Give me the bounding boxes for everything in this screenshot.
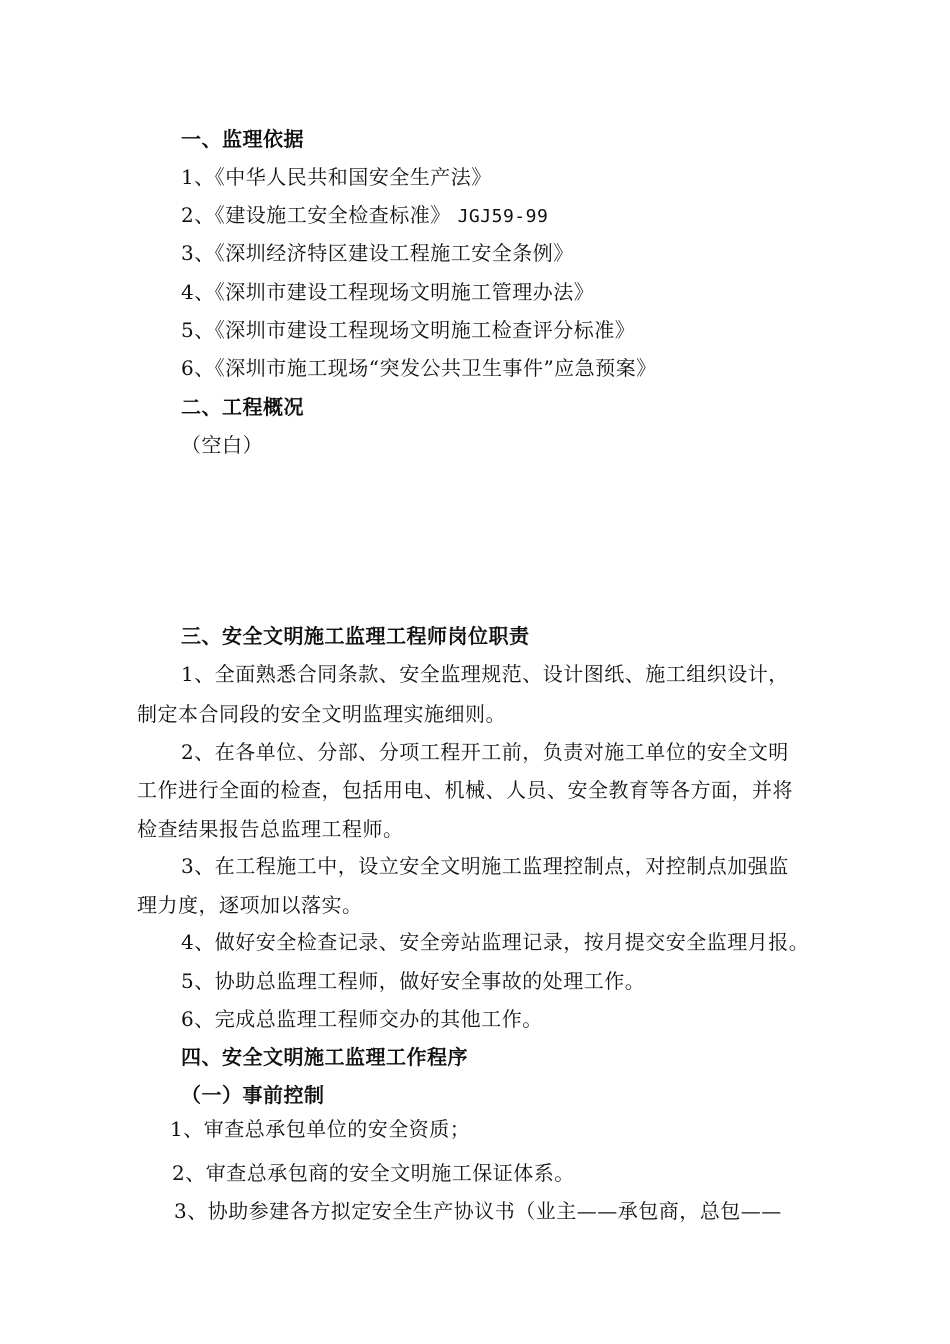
duty-line-1: 1、全面熟悉合同条款、安全监理规范、设计图纸、施工组织设计， bbox=[181, 662, 789, 686]
section2-heading: 二、工程概况 bbox=[181, 395, 304, 419]
basis-item-6: 6、《深圳市施工现场“突发公共卫生事件”应急预案》 bbox=[181, 356, 657, 380]
duty-line-4: 工作进行全面的检查，包括用电、机械、人员、安全教育等各方面，并将 bbox=[137, 778, 793, 802]
basis-item-2-code: JGJ59-99 bbox=[457, 206, 549, 227]
duty-line-10: 6、完成总监理工程师交办的其他工作。 bbox=[181, 1007, 543, 1031]
section4-heading: 四、安全文明施工监理工作程序 bbox=[181, 1045, 468, 1069]
procedure-line-1: 1、审查总承包单位的安全资质； bbox=[170, 1117, 471, 1141]
basis-item-2 bbox=[181, 203, 548, 229]
section4-subheading: （一）事前控制 bbox=[181, 1083, 325, 1107]
section1-heading: 一、监理依据 bbox=[181, 127, 304, 151]
duty-line-6: 3、在工程施工中，设立安全文明施工监理控制点，对控制点加强监 bbox=[181, 854, 789, 878]
procedure-line-3: 3、协助参建各方拟定安全生产协议书（业主——承包商，总包—— bbox=[174, 1199, 782, 1223]
basis-item-1: 1、《中华人民共和国安全生产法》 bbox=[181, 165, 492, 189]
duty-line-2: 制定本合同段的安全文明监理实施细则。 bbox=[137, 702, 506, 726]
overview-placeholder: （空白） bbox=[181, 433, 263, 457]
duty-line-9: 5、协助总监理工程师，做好安全事故的处理工作。 bbox=[181, 969, 646, 993]
duty-line-8: 4、做好安全检查记录、安全旁站监理记录，按月提交安全监理月报。 bbox=[181, 930, 810, 954]
duty-line-3: 2、在各单位、分部、分项工程开工前，负责对施工单位的安全文明 bbox=[181, 740, 789, 764]
duty-line-5: 检查结果报告总监理工程师。 bbox=[137, 817, 404, 841]
procedure-line-2: 2、审查总承包商的安全文明施工保证体系。 bbox=[172, 1161, 575, 1185]
basis-item-5: 5、《深圳市建设工程现场文明施工检查评分标准》 bbox=[181, 318, 636, 342]
basis-item-4: 4、《深圳市建设工程现场文明施工管理办法》 bbox=[181, 280, 595, 304]
duty-line-7: 理力度，逐项加以落实。 bbox=[137, 893, 363, 917]
basis-item-2-title: 2、《建设施工安全检查标准》 bbox=[181, 203, 451, 227]
section3-heading: 三、安全文明施工监理工程师岗位职责 bbox=[181, 624, 530, 648]
basis-item-3: 3、《深圳经济特区建设工程施工安全条例》 bbox=[181, 241, 574, 265]
